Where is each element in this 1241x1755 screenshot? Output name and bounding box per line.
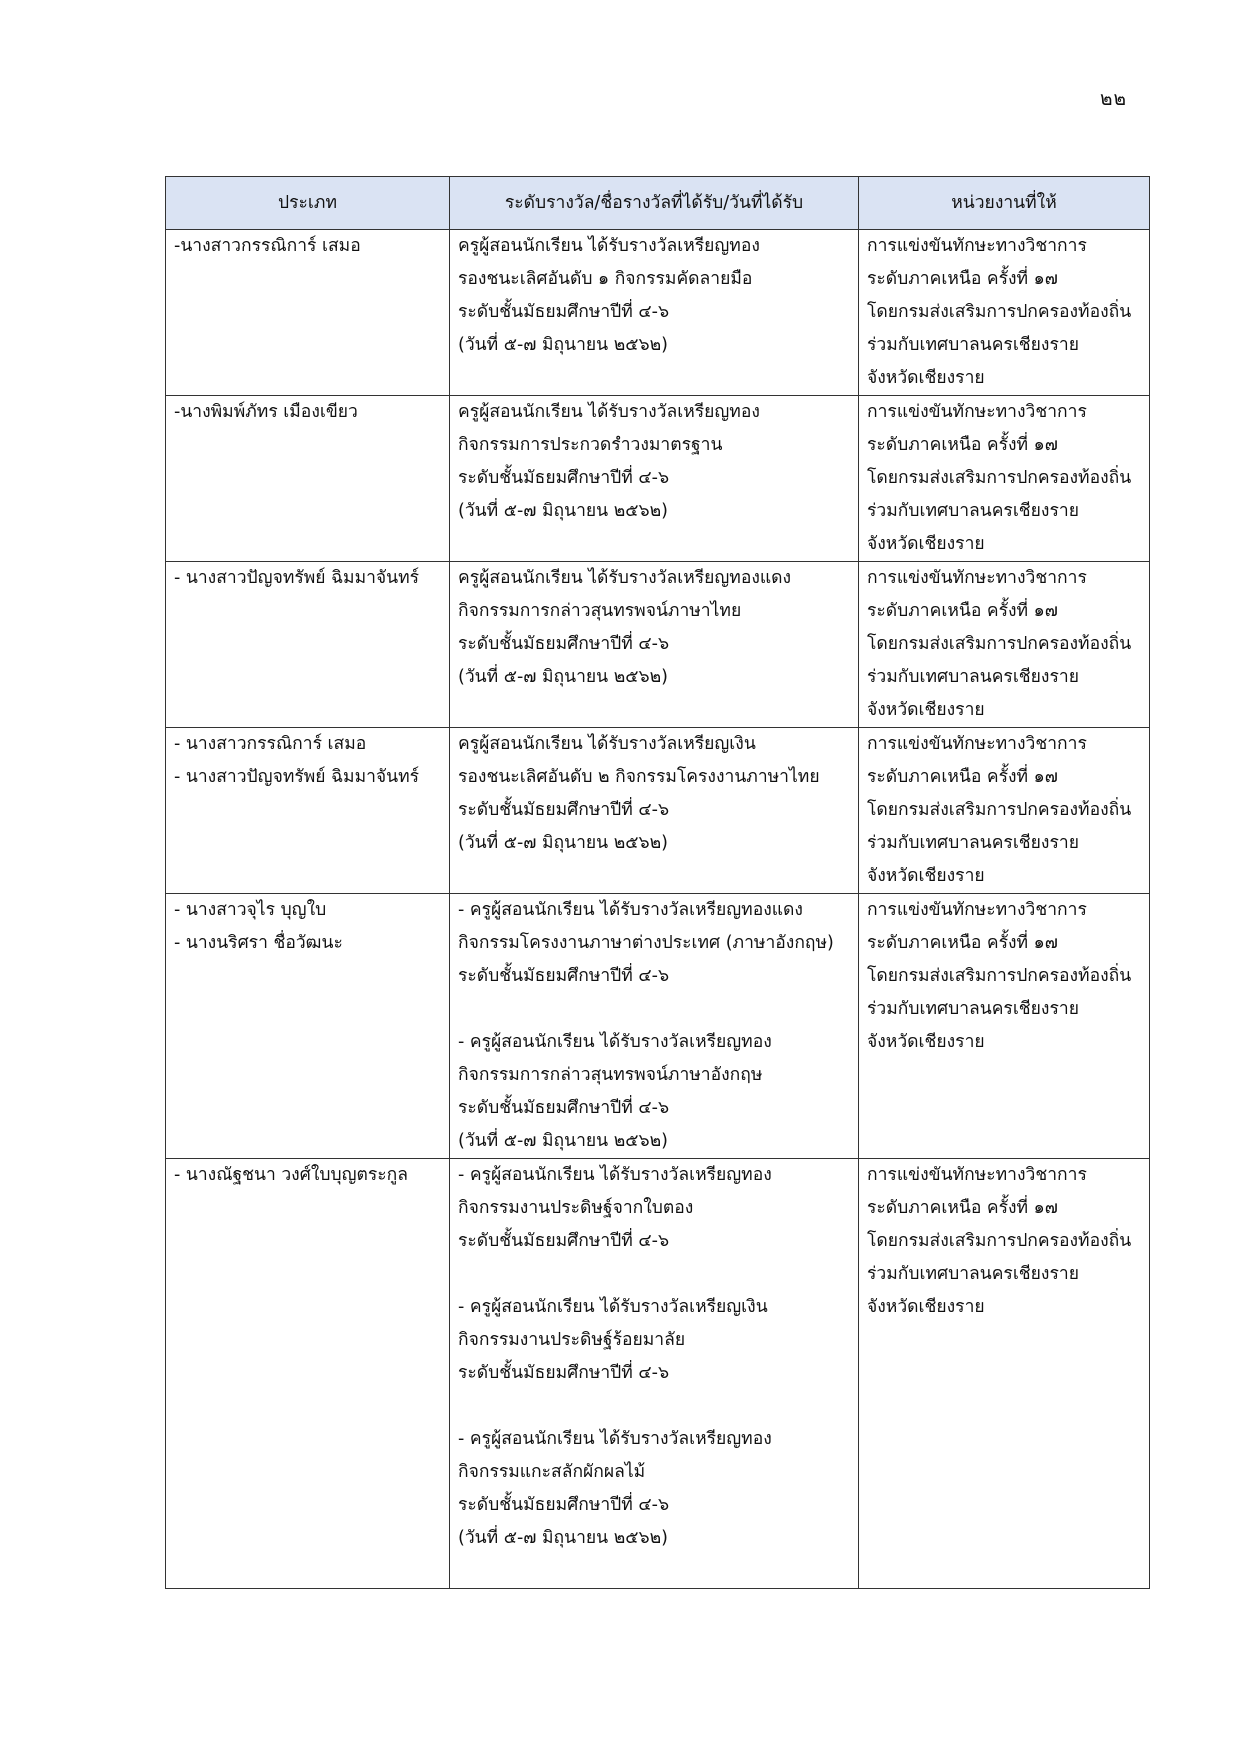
teacher-name: - นางสาวปัญจทรัพย์ ฉิมมาจันทร์	[174, 767, 420, 787]
award-line: ระดับชั้นมัธยมศึกษาปีที่ ๔-๖	[458, 1363, 670, 1383]
agency-line: ร่วมกับเทศบาลนครเชียงราย	[867, 667, 1079, 687]
award-line: ครูผู้สอนนักเรียน ได้รับรางวัลเหรียญทองแดง	[458, 568, 792, 588]
award-line: (วันที่ ๕-๗ มิถุนายน ๒๕๖๒)	[458, 1528, 668, 1548]
award-line: (วันที่ ๕-๗ มิถุนายน ๒๕๖๒)	[458, 501, 668, 521]
agency-line: ระดับภาคเหนือ ครั้งที่ ๑๗	[867, 435, 1058, 455]
agency-line: จังหวัดเชียงราย	[867, 368, 985, 388]
header-agency: หน่วยงานที่ให้	[859, 177, 1150, 230]
teacher-name: - นางสาวปัญจทรัพย์ ฉิมมาจันทร์	[174, 568, 420, 588]
award-line: กิจกรรมงานประดิษฐ์ร้อยมาลัย	[458, 1330, 686, 1350]
agency-line: โดยกรมส่งเสริมการปกครองท้องถิ่น	[867, 302, 1132, 322]
names-cell	[166, 728, 450, 894]
award-line: (วันที่ ๕-๗ มิถุนายน ๒๕๖๒)	[458, 667, 668, 687]
agency-line: ระดับภาคเหนือ ครั้งที่ ๑๗	[867, 933, 1058, 953]
award-line: รองชนะเลิศอันดับ ๑ กิจกรรมคัดลายมือ	[458, 269, 753, 289]
agency-line: โดยกรมส่งเสริมการปกครองท้องถิ่น	[867, 1231, 1132, 1251]
names-cell	[166, 396, 450, 562]
table-row	[166, 894, 1150, 1159]
teacher-name: -นางสาวกรรณิการ์ เสมอ	[174, 236, 361, 256]
award-line: ระดับชั้นมัธยมศึกษาปีที่ ๔-๖	[458, 468, 670, 488]
award-group-spacer	[458, 1258, 850, 1291]
teacher-name: - นางนริศรา ชื่อวัฒนะ	[174, 933, 343, 953]
agency-line: จังหวัดเชียงราย	[867, 700, 985, 720]
award-cell	[450, 230, 859, 396]
agency-cell	[859, 894, 1150, 1159]
award-line: ครูผู้สอนนักเรียน ได้รับรางวัลเหรียญทอง	[458, 402, 760, 422]
agency-line: ระดับภาคเหนือ ครั้งที่ ๑๗	[867, 1198, 1058, 1218]
award-line: ระดับชั้นมัธยมศึกษาปีที่ ๔-๖	[458, 634, 670, 654]
agency-line: จังหวัดเชียงราย	[867, 866, 985, 886]
award-line: กิจกรรมแกะสลักผักผลไม้	[458, 1462, 646, 1482]
names-cell	[166, 562, 450, 728]
award-line: - ครูผู้สอนนักเรียน ได้รับรางวัลเหรียญทอง	[458, 1032, 772, 1052]
header-type: ประเภท	[166, 177, 450, 230]
agency-line: ร่วมกับเทศบาลนครเชียงราย	[867, 335, 1079, 355]
award-line: ระดับชั้นมัธยมศึกษาปีที่ ๔-๖	[458, 1495, 670, 1515]
table-row	[166, 230, 1150, 396]
agency-line: การแข่งขันทักษะทางวิชาการ	[867, 568, 1087, 588]
agency-cell	[859, 230, 1150, 396]
agency-line: ระดับภาคเหนือ ครั้งที่ ๑๗	[867, 269, 1058, 289]
award-line: - ครูผู้สอนนักเรียน ได้รับรางวัลเหรียญเงิน	[458, 1297, 768, 1317]
teacher-name: - นางสาวกรรณิการ์ เสมอ	[174, 734, 367, 754]
agency-line: โดยกรมส่งเสริมการปกครองท้องถิ่น	[867, 800, 1132, 820]
agency-cell	[859, 396, 1150, 562]
award-cell	[450, 1159, 859, 1589]
awards-table	[165, 176, 1150, 1589]
header-row	[166, 177, 1150, 230]
award-line: กิจกรรมโครงงานภาษาต่างประเทศ (ภาษาอังกฤษ)	[458, 933, 834, 953]
teacher-name: - นางณัฐชนา วงศ์ใบบุญตระกูล	[174, 1165, 408, 1185]
award-group-spacer	[458, 993, 850, 1026]
award-cell	[450, 728, 859, 894]
table-header	[166, 177, 1150, 230]
table-row	[166, 562, 1150, 728]
award-line: รองชนะเลิศอันดับ ๒ กิจกรรมโครงงานภาษาไทย	[458, 767, 820, 787]
award-line: กิจกรรมงานประดิษฐ์จากใบตอง	[458, 1198, 694, 1218]
agency-line: ร่วมกับเทศบาลนครเชียงราย	[867, 501, 1079, 521]
agency-line: การแข่งขันทักษะทางวิชาการ	[867, 1165, 1087, 1185]
agency-line: การแข่งขันทักษะทางวิชาการ	[867, 236, 1087, 256]
award-line: (วันที่ ๕-๗ มิถุนายน ๒๕๖๒)	[458, 1131, 668, 1151]
award-line: กิจกรรมการกล่าวสุนทรพจน์ภาษาไทย	[458, 601, 742, 621]
agency-line: ร่วมกับเทศบาลนครเชียงราย	[867, 999, 1079, 1019]
table-row	[166, 728, 1150, 894]
award-cell	[450, 894, 859, 1159]
agency-cell	[859, 562, 1150, 728]
agency-line: ร่วมกับเทศบาลนครเชียงราย	[867, 833, 1079, 853]
award-line: ระดับชั้นมัธยมศึกษาปีที่ ๔-๖	[458, 1098, 670, 1118]
header-award: ระดับรางวัล/ชื่อรางวัลที่ได้รับ/วันที่ได้รับ	[450, 177, 859, 230]
award-line: ครูผู้สอนนักเรียน ได้รับรางวัลเหรียญเงิน	[458, 734, 756, 754]
agency-cell	[859, 1159, 1150, 1589]
award-line: กิจกรรมการประกวดรำวงมาตรฐาน	[458, 435, 723, 455]
agency-line: การแข่งขันทักษะทางวิชาการ	[867, 402, 1087, 422]
award-line: ระดับชั้นมัธยมศึกษาปีที่ ๔-๖	[458, 800, 670, 820]
page-number: ๒๒	[1100, 88, 1128, 110]
award-cell	[450, 562, 859, 728]
agency-cell	[859, 728, 1150, 894]
award-line: ระดับชั้นมัธยมศึกษาปีที่ ๔-๖	[458, 1231, 670, 1251]
agency-line: การแข่งขันทักษะทางวิชาการ	[867, 734, 1087, 754]
award-line: ระดับชั้นมัธยมศึกษาปีที่ ๔-๖	[458, 966, 670, 986]
agency-line: โดยกรมส่งเสริมการปกครองท้องถิ่น	[867, 468, 1132, 488]
award-line: - ครูผู้สอนนักเรียน ได้รับรางวัลเหรียญทอง	[458, 1429, 772, 1449]
agency-line: ระดับภาคเหนือ ครั้งที่ ๑๗	[867, 767, 1058, 787]
names-cell	[166, 894, 450, 1159]
agency-line: โดยกรมส่งเสริมการปกครองท้องถิ่น	[867, 634, 1132, 654]
names-cell	[166, 230, 450, 396]
award-line: (วันที่ ๕-๗ มิถุนายน ๒๕๖๒)	[458, 335, 668, 355]
agency-line: จังหวัดเชียงราย	[867, 1297, 985, 1317]
award-line: - ครูผู้สอนนักเรียน ได้รับรางวัลเหรียญทอง	[458, 1165, 772, 1185]
teacher-name: - นางสาวจุไร บุญใบ	[174, 900, 327, 920]
teacher-name: -นางพิมพ์ภัทร เมืองเขียว	[174, 402, 358, 422]
award-cell	[450, 396, 859, 562]
agency-line: ระดับภาคเหนือ ครั้งที่ ๑๗	[867, 601, 1058, 621]
agency-line: จังหวัดเชียงราย	[867, 534, 985, 554]
agency-line: การแข่งขันทักษะทางวิชาการ	[867, 900, 1087, 920]
award-line: ระดับชั้นมัธยมศึกษาปีที่ ๔-๖	[458, 302, 670, 322]
award-line: กิจกรรมการกล่าวสุนทรพจน์ภาษาอังกฤษ	[458, 1065, 763, 1085]
award-group-spacer	[458, 1390, 850, 1423]
award-line: (วันที่ ๕-๗ มิถุนายน ๒๕๖๒)	[458, 833, 668, 853]
names-cell	[166, 1159, 450, 1589]
table-body	[166, 230, 1150, 1589]
award-line: ครูผู้สอนนักเรียน ได้รับรางวัลเหรียญทอง	[458, 236, 760, 256]
table-row	[166, 396, 1150, 562]
award-line: - ครูผู้สอนนักเรียน ได้รับรางวัลเหรียญทองแดง	[458, 900, 803, 920]
agency-line: ร่วมกับเทศบาลนครเชียงราย	[867, 1264, 1079, 1284]
agency-line: โดยกรมส่งเสริมการปกครองท้องถิ่น	[867, 966, 1132, 986]
table-row	[166, 1159, 1150, 1589]
agency-line: จังหวัดเชียงราย	[867, 1032, 985, 1052]
